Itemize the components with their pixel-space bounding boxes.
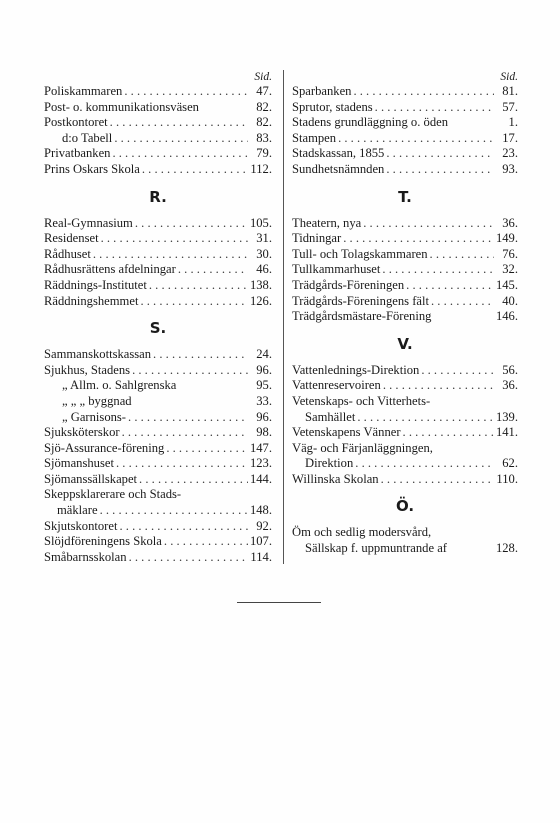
entry-name: Prins Oskars Skola [44,161,140,176]
footer-rule [237,602,321,603]
entry-page: 1. [508,115,518,130]
entry-page: 147. [249,440,272,455]
entry-name: Stadskassan, 1855 [292,146,385,161]
entry-page: 114. [250,549,272,564]
index-entry [44,216,272,232]
entry-name: Trädgårds-Föreningen [292,277,405,292]
entry-page: 23. [502,146,518,161]
entry-name: Sällskap f. uppmuntrande af [305,541,447,556]
index-entry [44,425,272,441]
index-entry [44,378,272,394]
section-letter-s: S. [149,319,167,338]
entry-page: 146. [495,309,518,324]
index-entry [292,410,518,426]
leader-dots [384,162,494,178]
leader-dots [120,425,248,441]
entry-name: Öm och sedlig modersvård, [292,525,432,540]
index-entry [292,525,518,541]
section-letter-o: Ö. [395,497,415,516]
entry-name: mäklare [57,503,98,518]
entry-page: 31. [256,231,272,246]
entry-page: 98. [256,425,272,440]
index-entry [44,456,272,472]
index-entry [44,487,272,503]
entry-name: Theatern, nya [292,215,362,230]
index-entry [44,131,272,147]
leader-dots [112,131,248,147]
entry-page: 110. [496,471,518,486]
index-entry [292,363,518,379]
entry-name: Trädgårdsmästare-Förening [292,309,432,324]
entry-page: 96. [256,409,272,424]
entry-page: 112. [250,161,272,176]
leader-dots [176,262,248,278]
entry-name: Vattenlednings-Direktion [292,362,420,377]
index-entry [292,84,518,100]
leader-dots [138,294,248,310]
index-entry [292,294,518,310]
index-entry [44,100,272,116]
entry-page: 17. [502,130,518,145]
index-entry [44,363,272,379]
entry-page: 46. [256,262,272,277]
entry-name: „ Allm. o. Sahlgrenska [62,378,177,393]
entry-name: Räddningshemmet [44,293,139,308]
entry-page: 40. [502,293,518,308]
leader-dots [336,131,494,147]
index-entry [44,146,272,162]
entry-name: Privatbanken [44,146,111,161]
leader-dots [110,146,248,162]
entry-name: d:o Tabell [62,130,113,145]
entry-name: Stadens grundläggning o. öden [292,115,449,130]
leader-dots [99,231,248,247]
leader-dots [91,247,248,263]
leader-dots [122,84,248,100]
index-entry [44,441,272,457]
leader-dots [127,550,248,566]
entry-page: 126. [249,293,272,308]
entry-name: Tull- och Tolagskammaren [292,246,428,261]
index-entry [44,247,272,263]
index-entry [44,550,272,566]
entry-name: Sjö-Assurance-förening [44,440,165,455]
leader-dots [126,410,248,426]
leader-dots [151,347,248,363]
entry-page: 107. [249,534,272,549]
leader-dots [429,294,494,310]
leader-dots [117,519,248,535]
entry-name: Skjutskontoret [44,518,118,533]
entry-page: 83. [256,130,272,145]
index-entry [292,100,518,116]
entry-name: Sundhetsnämnden [292,161,385,176]
entry-page: 123. [249,456,272,471]
entry-page: 24. [256,347,272,362]
page-column-header: Sid. [500,71,518,83]
leader-dots [401,425,494,441]
entry-name: Vetenskapens Vänner [292,425,401,440]
index-entry [292,472,518,488]
entry-name: Slöjdföreningens Skola [44,534,162,549]
leader-dots [130,363,248,379]
entry-page: 56. [502,362,518,377]
leader-dots [114,456,248,472]
entry-page: 36. [502,215,518,230]
leader-dots [428,247,494,263]
index-entry [44,278,272,294]
leader-dots [355,410,494,426]
entry-name: Rådhuset [44,246,91,261]
entry-name: Tullkammarhuset [292,262,381,277]
entry-name: Sparbanken [292,84,352,98]
entry-name: Vattenreservoiren [292,378,381,393]
entry-name: Post- o. kommunikationsväsen [44,99,199,114]
entry-name: Samhället [305,409,356,424]
entry-name: Rådhusrättens afdelningar [44,262,176,277]
entry-name: Real-Gymnasium [44,215,133,230]
entry-page: 76. [502,246,518,261]
index-entry [292,309,518,325]
leader-dots [108,115,248,131]
index-entry [292,541,518,557]
entry-name: Sammanskottskassan [44,347,152,362]
entry-name: Tidningar [292,231,342,246]
index-entry [292,262,518,278]
index-entry [44,410,272,426]
leader-dots [133,216,248,232]
entry-name: Sjömanshuset [44,456,114,471]
index-entry [44,115,272,131]
leader-dots [140,162,248,178]
entry-page: 57. [502,99,518,114]
entry-name: Residenset [44,231,99,246]
entry-name: Poliskammaren [44,84,123,98]
section-letter-v: V. [397,334,413,353]
index-entry [44,162,272,178]
entry-page: 145. [495,277,518,292]
index-entry [292,441,518,457]
entry-name: Räddnings-Institutet [44,277,147,292]
section-letter-r: R. [149,187,167,206]
index-entry [44,394,272,410]
leader-dots [341,231,494,247]
leader-dots [162,534,248,550]
leader-dots [147,278,248,294]
index-entry [44,84,272,100]
leader-dots [137,472,248,488]
entry-page: 36. [502,378,518,393]
leader-dots [353,456,494,472]
index-entry [292,162,518,178]
index-entry [292,425,518,441]
entry-page: 30. [256,246,272,261]
index-entry [44,534,272,550]
entry-name: Postkontoret [44,115,108,130]
entry-page: 33. [256,393,272,408]
entry-name: Sjuksköterskor [44,425,120,440]
entry-name: Direktion [305,456,354,471]
leader-dots [98,503,248,519]
index-entry [292,216,518,232]
index-entry [292,131,518,147]
entry-name: Småbarnsskolan [44,549,127,564]
index-entry [292,278,518,294]
entry-page: 128. [495,541,518,556]
entry-page: 62. [502,456,518,471]
index-entry [292,146,518,162]
entry-page: 149. [495,231,518,246]
index-entry [292,456,518,472]
leader-dots [361,216,494,232]
right-column [292,70,518,557]
entry-page: 141. [495,425,518,440]
entry-page: 92. [256,518,272,533]
leader-dots [351,84,494,100]
index-entry [292,394,518,410]
entry-name: Väg- och Färjanläggningen, [292,440,433,455]
entry-page: 79. [256,146,272,161]
page-column-header: Sid. [254,71,272,83]
entry-page: 105. [249,215,272,230]
entry-name: Sprutor, stadens [292,99,373,114]
entry-name: Vetenskaps- och Vitterhets- [292,393,431,408]
entry-page: 82. [256,99,272,114]
entry-page: 47. [256,84,272,98]
entry-page: 95. [256,378,272,393]
index-entry [292,247,518,263]
index-entry [44,519,272,535]
leader-dots [381,378,494,394]
entry-name: Willinska Skolan [292,471,379,486]
entry-page: 148. [249,503,272,518]
index-entry [44,262,272,278]
entry-page: 144. [249,471,272,486]
leader-dots [373,100,494,116]
entry-name: Trädgårds-Föreningens fält [292,293,429,308]
index-entry [44,472,272,488]
column-divider [283,70,284,564]
index-entry [44,503,272,519]
leader-dots [419,363,494,379]
entry-page: 32. [502,262,518,277]
entry-name: „ „ „ byggnad [62,393,132,408]
entry-page: 82. [256,115,272,130]
section-letter-t: T. [398,187,412,206]
leader-dots [384,146,494,162]
index-entry [292,378,518,394]
left-column [44,70,272,565]
entry-page: 93. [502,161,518,176]
index-entry [44,347,272,363]
entry-name: Skeppsklarerare och Stads- [44,487,182,502]
leader-dots [164,441,248,457]
index-entry [292,231,518,247]
entry-page: 139. [495,409,518,424]
index-entry [44,231,272,247]
entry-name: Sjömanssällskapet [44,471,138,486]
leader-dots [379,472,494,488]
index-entry [44,294,272,310]
entry-page: 138. [249,277,272,292]
entry-name: Stampen [292,130,337,145]
entry-page: 81. [502,84,518,98]
leader-dots [404,278,494,294]
entry-page: 96. [256,362,272,377]
entry-name: Sjukhus, Stadens [44,362,131,377]
entry-name: „ Garnisons- [62,409,127,424]
leader-dots [380,262,494,278]
index-entry [292,115,518,131]
